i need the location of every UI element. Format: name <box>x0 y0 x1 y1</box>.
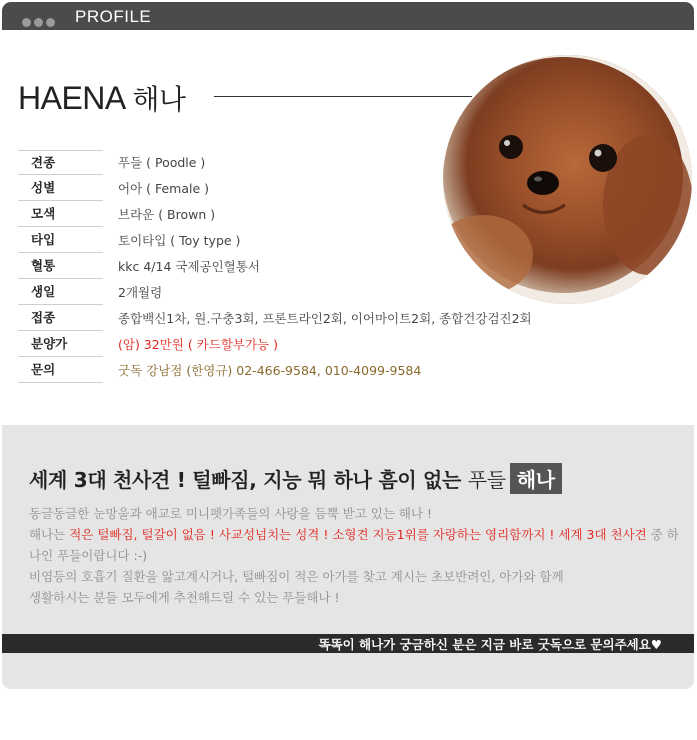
info-label: 성별 <box>18 176 103 201</box>
desc-line-3: 비염등의 호흡기 질환을 앓고계시거나, 털빠짐이 적은 아가를 찾고 계시는 초보반려인, 아가와 함께 <box>29 569 564 584</box>
desc-line-1: 동글동글한 눈망울과 애교로 미니펫가족들의 사랑을 듬뿍 받고 있는 해나 ! <box>29 506 433 521</box>
promo-description <box>29 503 679 608</box>
info-row-type <box>18 228 578 254</box>
info-value: kkc 4/14 국제공인혈통서 <box>118 259 260 274</box>
info-value: 푸들 ( Poodle ) <box>118 155 206 170</box>
info-row-color <box>18 202 578 228</box>
info-row-vaccination <box>18 306 578 332</box>
info-label: 타입 <box>18 228 103 253</box>
desc-line-2-suffix: 중 하나인 푸들이랍니다 :-) <box>29 527 679 563</box>
info-value: 브라운 ( Brown ) <box>118 207 216 222</box>
title-divider <box>214 96 472 97</box>
headline-breed: 푸들 <box>467 468 506 492</box>
header-title: PROFILE <box>75 7 152 26</box>
info-label: 견종 <box>18 150 103 175</box>
info-value: 토이타입 ( Toy type ) <box>118 233 241 248</box>
info-row-breed <box>18 150 578 176</box>
info-value: 어아 ( Female ) <box>118 181 210 196</box>
info-row-price <box>18 332 578 358</box>
info-label: 접종 <box>18 306 103 331</box>
dot-icon <box>34 18 43 27</box>
headline-name-badge: 해나 <box>510 463 562 494</box>
dot-icon <box>22 18 31 27</box>
headline-text: 세계 3대 천사견 ! 털빠짐, 지능 뭐 하나 흠이 없는 <box>29 468 462 492</box>
contact-banner <box>2 634 694 653</box>
dot-icon <box>46 18 55 27</box>
info-row-sex <box>18 176 578 202</box>
info-value: 종합백신1차, 원.구충3회, 프론트라인2회, 이어마이트2회, 종합건강검진2회 <box>118 311 532 326</box>
desc-line-2 <box>29 524 679 566</box>
contact-banner-text: 똑똑이 해나가 궁금하신 분은 지금 바로 굿독으로 문의주세요♥ <box>318 637 662 652</box>
info-label: 생일 <box>18 280 103 305</box>
info-label: 모색 <box>18 202 103 227</box>
dog-name-title <box>18 78 185 118</box>
contact-value: 굿독 강남점 (한영규) 02-466-9584, 010-4099-9584 <box>118 363 422 378</box>
desc-highlight: 적은 털빠짐, 털갈이 없음 ! 사교성넘치는 성격 ! 소형견 지능1위를 자랑하는 영리함까지 ! 세계 3대 천사견 <box>69 527 647 542</box>
info-label: 혈통 <box>18 254 103 279</box>
desc-line-4: 생활하시는 분들 모두에게 추천해드릴 수 있는 푸들해나 ! <box>29 590 340 605</box>
info-label: 분양가 <box>18 332 103 357</box>
desc-line-2-prefix: 해나는 <box>29 527 70 542</box>
dog-name-kr: 해나 <box>132 83 186 116</box>
info-row-contact <box>18 358 578 384</box>
profile-info-table <box>18 150 578 384</box>
promo-headline <box>29 463 562 494</box>
price-value: (암) 32만원 ( 카드할부가능 ) <box>118 337 278 352</box>
info-value: 2개월령 <box>118 285 163 300</box>
dog-name-en: HAENA <box>18 80 124 116</box>
info-label: 문의 <box>18 358 103 383</box>
info-row-pedigree <box>18 254 578 280</box>
profile-header-bar <box>2 2 694 30</box>
window-dots <box>22 12 58 31</box>
info-row-birth <box>18 280 578 306</box>
